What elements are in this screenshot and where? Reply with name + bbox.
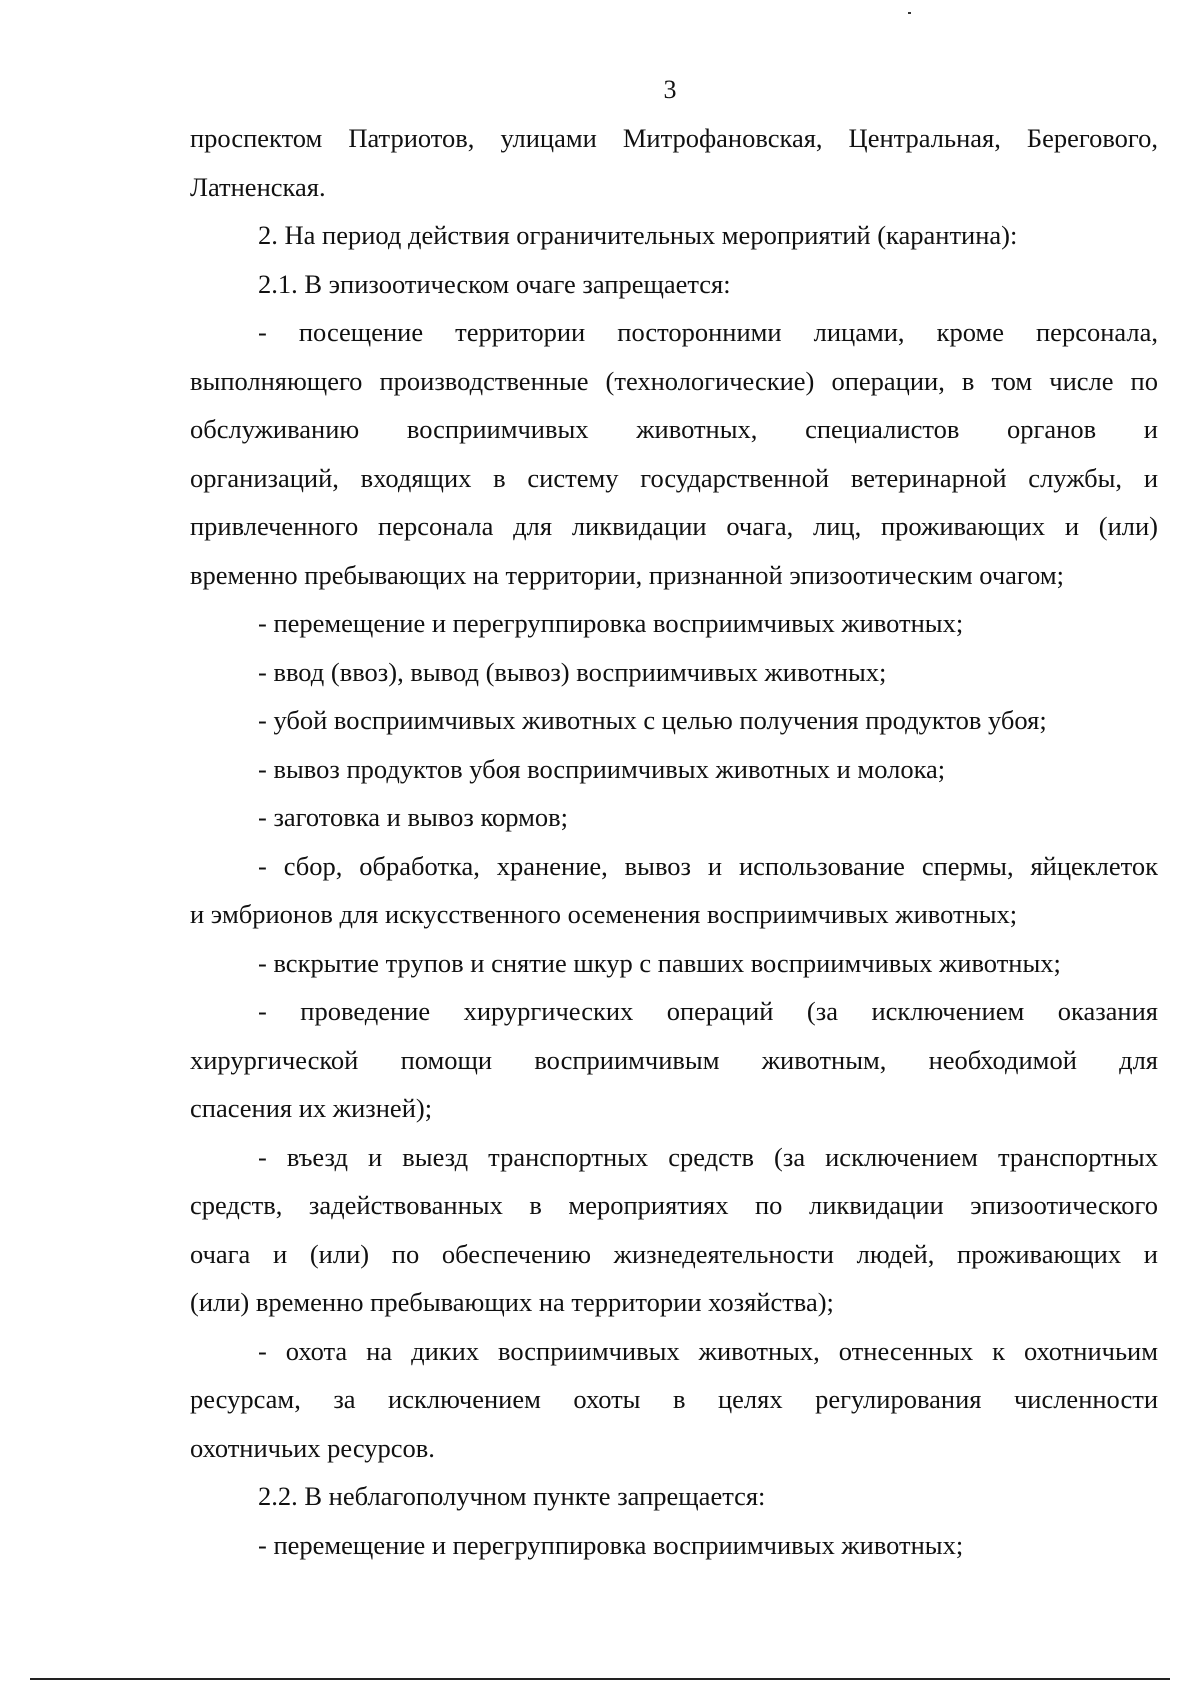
text-line: и эмбрионов для искусственного осеменения восприимчивых животных; — [190, 899, 1018, 929]
text-line: - посещение территории посторонними лицами, кроме персонала, — [258, 317, 1158, 347]
text-line: организаций, входящих в систему государственной ветеринарной службы, и — [190, 462, 1158, 493]
text-line: средств, задействованных в мероприятиях по ликвидации эпизоотического — [190, 1190, 1158, 1220]
text-line: проспектом Патриотов, улицами Митрофановская, Центральная, Берегового, — [190, 123, 1158, 153]
text-line: - перемещение и перегруппировка восприимчивых животных; — [258, 608, 964, 638]
text-line: - заготовка и вывоз кормов; — [258, 802, 568, 832]
text-line: - вывоз продуктов убоя восприимчивых животных и молока; — [258, 753, 946, 784]
text-line: (или) временно пребывающих на территории хозяйства); — [190, 1287, 834, 1317]
text-line: - перемещение и перегруппировка восприимчивых животных; — [258, 1529, 964, 1560]
text-line: 2.2. В неблагополучном пункте запрещается: — [258, 1481, 766, 1511]
text-line: - сбор, обработка, хранение, вывоз и использование спермы, яйцеклеток — [258, 850, 1158, 881]
text-line: - убой восприимчивых животных с целью получения продуктов убоя; — [258, 705, 1047, 735]
text-line: - въезд и выезд транспортных средств (за исключением транспортных — [258, 1141, 1158, 1172]
text-line: привлеченного персонала для ликвидации очага, лиц, проживающих и (или) — [190, 511, 1158, 541]
text-line: - проведение хирургических операций (за исключением оказания — [258, 996, 1158, 1026]
page-number: 3 — [663, 75, 677, 104]
text-line: Латненская. — [190, 171, 326, 202]
text-line: выполняющего производственные (технологические) операции, в том числе по — [190, 365, 1158, 396]
text-line: - охота на диких восприимчивых животных, отнесенных к охотничьим — [258, 1335, 1158, 1366]
text-line: ресурсам, за исключением охоты в целях регулирования численности — [190, 1384, 1158, 1414]
text-line: - ввод (ввоз), вывод (вывоз) восприимчивых животных; — [258, 656, 887, 687]
text-line: спасения их жизней); — [190, 1093, 433, 1123]
text-line: очага и (или) по обеспечению жизнедеятельности людей, проживающих и — [190, 1238, 1158, 1269]
text-line: - вскрытие трупов и снятие шкур с павших восприимчивых животных; — [258, 947, 1061, 978]
bottom-rule — [30, 1678, 1170, 1680]
text-line: 2.1. В эпизоотическом очаге запрещается: — [258, 268, 731, 299]
scan-artifact-mark — [908, 12, 911, 14]
text-line: хирургической помощи восприимчивым животным, необходимой для — [190, 1044, 1158, 1075]
text-line: временно пребывающих на территории, признанной эпизоотическим очагом; — [190, 559, 1065, 590]
text-line: охотничьих ресурсов. — [190, 1432, 435, 1463]
text-line: обслуживанию восприимчивых животных, специалистов органов и — [190, 414, 1158, 444]
document-body — [190, 114, 1158, 1569]
text-line: 2. На период действия ограничительных мероприятий (карантина): — [258, 220, 1018, 250]
